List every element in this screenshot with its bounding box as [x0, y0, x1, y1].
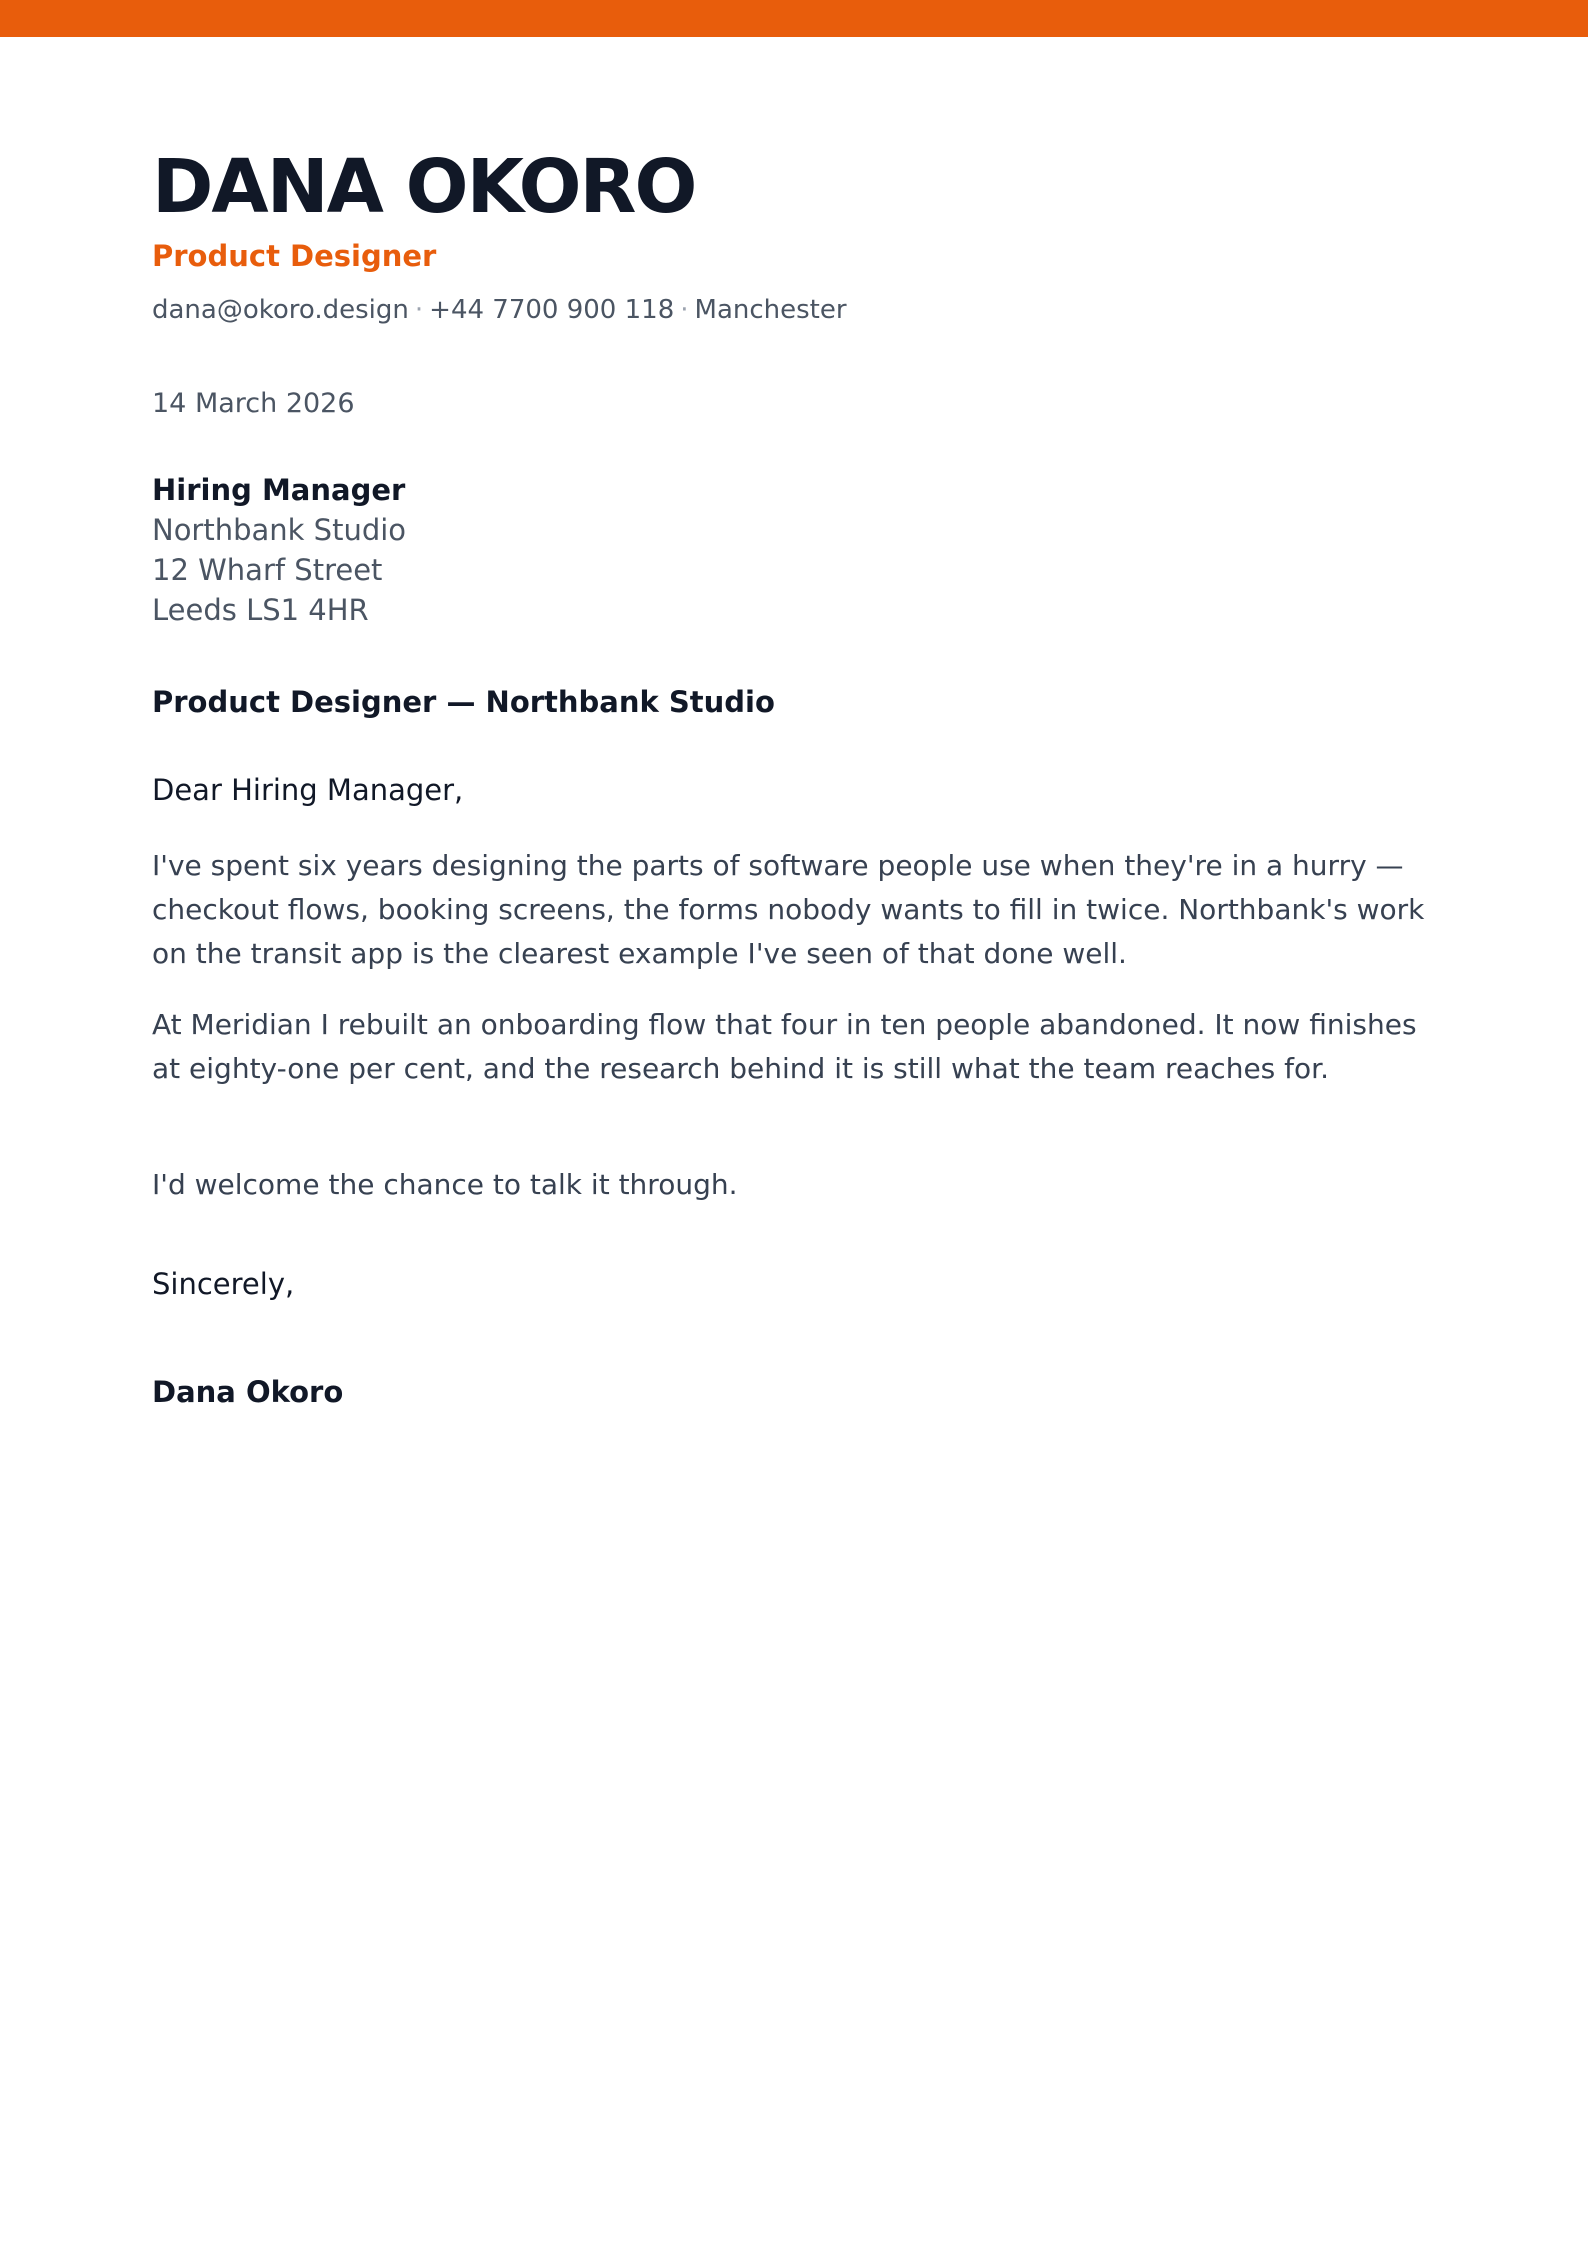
applicant-name: DANA OKORO [152, 144, 696, 230]
recipient-block [152, 470, 406, 630]
recipient-company: Northbank Studio [152, 513, 407, 547]
contact-phone: +44 7700 900 118 [429, 295, 675, 325]
body-paragraph-3: I'd welcome the chance to talk it through. [152, 1168, 738, 1201]
body-paragraph-1: I've spent six years designing the parts of software people use when they're in a hurry — checkout flows, booking screens, the forms nobody wants to fill in twice. Northbank's work on the transit app is the clearest example I've seen of that done well. [152, 849, 1425, 970]
applicant-role: Product Designer [152, 239, 437, 273]
contact-separator: · [414, 295, 424, 325]
recipient-name: Hiring Manager [152, 473, 406, 507]
accent-top-bar [0, 0, 1588, 37]
letter-signature: Dana Okoro [152, 1375, 344, 1409]
letter-date: 14 March 2026 [152, 388, 355, 419]
body-paragraph-2: At Meridian I rebuilt an onboarding flow that four in ten people abandoned. It now finishes at eighty-one per cent, and the research behind it is still what the team reaches for. [152, 1008, 1417, 1085]
contact-email: dana@okoro.design [152, 295, 409, 325]
letter-subject: Product Designer — Northbank Studio [152, 685, 775, 719]
contact-location: Manchester [694, 295, 847, 325]
letter-closing: Sincerely, [152, 1267, 295, 1301]
contact-separator: · [680, 295, 689, 325]
recipient-city: Leeds LS1 4HR [152, 593, 369, 627]
letter-salutation: Dear Hiring Manager, [152, 773, 464, 807]
recipient-street: 12 Wharf Street [152, 553, 383, 587]
contact-line [152, 292, 847, 328]
